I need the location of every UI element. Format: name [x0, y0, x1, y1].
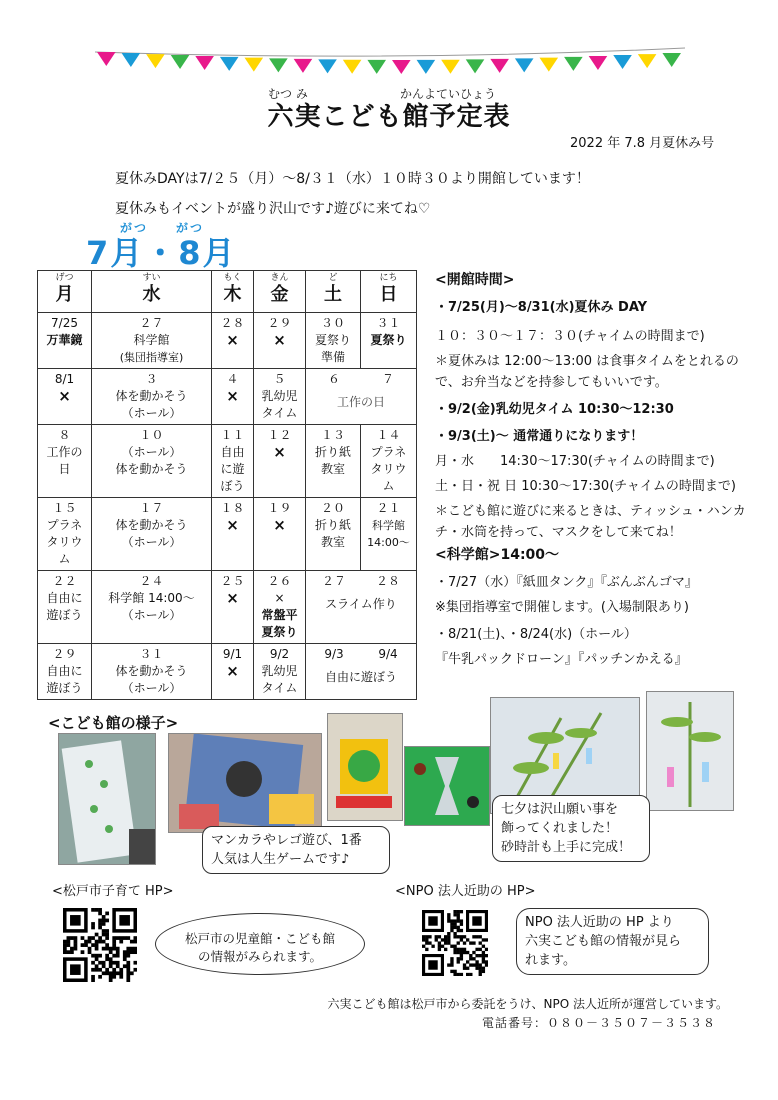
calendar-cell: １８ × [212, 498, 254, 571]
hours-line: 月・水 14:30～17:30(チャイムの時間まで) [435, 454, 715, 469]
science-line: 『牛乳パックドローン』『パッチンかえる』 [435, 652, 688, 667]
bunting-flag [367, 60, 386, 74]
bunting-flag [638, 54, 657, 68]
bunting-flag [343, 60, 362, 74]
intro-line-1: 夏休みDAYは7/２５（月）～8/３１（水）１０時３０より開館しています！ [115, 171, 590, 187]
calendar-cell: ４ × [212, 369, 254, 425]
calendar-cell: ５ 乳幼児 タイム [254, 369, 306, 425]
calendar-cell: ２２ 自由に 遊ぼう [38, 571, 92, 644]
calendar-row [38, 571, 417, 644]
science-line: ・7/27（水）『紙皿タンク』『ぶんぶんゴマ』 [435, 575, 698, 590]
bunting-flag [589, 56, 608, 70]
bunting-flag [245, 58, 264, 72]
science-line: ※集団指導室で開催します。(入場制限あり) [435, 600, 689, 615]
calendar-cell: ２４ 科学館 14:00～ （ホール） [92, 571, 212, 644]
bunting-flag [195, 56, 214, 70]
calendar-cell: ８ 工作の 日 [38, 425, 92, 498]
bunting-flag [392, 60, 411, 74]
calendar-cell: ３１ 夏祭り [361, 313, 417, 369]
calendar-cell: １０ （ホール） 体を動かそう [92, 425, 212, 498]
bunting-flag [97, 52, 116, 66]
qr-code-matsudo[interactable] [63, 908, 137, 982]
calendar-header-row [38, 271, 417, 313]
footer-phone: 電話番号：０８０－３５０７－３５３８ [481, 1016, 716, 1030]
link-bubble-matsudo: 松戸市の児童館・こども館 の情報がみられます。 [155, 913, 365, 975]
photo-sandtimer [404, 746, 490, 826]
calendar-cell: ２８ × [212, 313, 254, 369]
calendar-cell: １２ × [254, 425, 306, 498]
photos-section-title: <こども館の様子> [48, 714, 179, 732]
hours-line: 土・日・祝 日 10:30～17:30(チャイムの時間まで) [435, 479, 736, 494]
bunting-flag [220, 57, 239, 71]
calendar-cell: ３ 体を動かそう （ホール） [92, 369, 212, 425]
calendar-cell: １３ 折り紙 教室 [306, 425, 361, 498]
bunting-flag [515, 58, 534, 72]
bunting-flag [171, 55, 190, 69]
bunting-flag [122, 53, 141, 67]
hours-line: ・9/3(土)～ 通常通りになります！ [435, 429, 644, 444]
hours-note: ＊こども館に遊びに来るときは、ティッシュ・ハンカチ・水筒を持って、マスクをして来てね！ [435, 504, 746, 540]
calendar-cell: １４ プラネ タリウ ム [361, 425, 417, 498]
bunting-flag [662, 53, 681, 67]
info-column [435, 270, 760, 670]
calendar-cell: ３０ 夏祭り 準備 [306, 313, 361, 369]
calendar-cell-weekend: ２７ ２８ スライム作り [306, 571, 417, 644]
calendar-cell: ２９ 自由に 遊ぼう [38, 644, 92, 700]
photo-wishes [646, 691, 734, 811]
bunting-flag [318, 59, 337, 73]
science-title: <科学館>14:00～ [435, 547, 560, 563]
calendar-row [38, 498, 417, 571]
photo-lego [327, 713, 403, 821]
calendar-cell: ２７ 科学館 (集団指導室) [92, 313, 212, 369]
bunting-flag [294, 59, 313, 73]
bunting-decoration [95, 44, 685, 84]
hours-line: ・9/2(金)乳幼児タイム 10:30～12:30 [435, 402, 674, 417]
header-sun: にち 日 [361, 271, 417, 313]
calendar-row [38, 369, 417, 425]
calendar-row [38, 313, 417, 369]
calendar-row [38, 425, 417, 498]
calendar-cell: １５ プラネ タリウ ム [38, 498, 92, 571]
bunting-flag [466, 59, 485, 73]
hours-line: １０：３０～１７：３０(チャイムの時間まで) [435, 329, 705, 344]
header-sat: ど 土 [306, 271, 361, 313]
issue-label: 2022 年 7.8 月夏休み号 [570, 136, 715, 151]
page-title: 六実こども館予定表 [267, 102, 511, 132]
header-fri: きん 金 [254, 271, 306, 313]
photo-mancala [58, 733, 156, 865]
link-label-npo: <NPO 法人近助の HP> [395, 884, 536, 899]
photo-board-game [168, 733, 322, 833]
bunting-flag [490, 59, 509, 73]
science-line: ・8/21(土)、・8/24(水)（ホール） [435, 627, 637, 642]
bunting-flag [564, 57, 583, 71]
calendar-cell: ２６ × 常盤平 夏祭り [254, 571, 306, 644]
header-thu: もく 木 [212, 271, 254, 313]
calendar-cell: 7/25 万華鏡 [38, 313, 92, 369]
header-wed: すい 水 [92, 271, 212, 313]
calendar-cell: 9/2 乳幼児 タイム [254, 644, 306, 700]
hours-note: ＊夏休みは 12:00～13:00 は食事タイムをとれるので、お弁当などを持参してもいいです。 [435, 354, 739, 390]
calendar-cell: １９ × [254, 498, 306, 571]
calendar-cell: 9/1 × [212, 644, 254, 700]
month-title: 7月・8月 [86, 234, 237, 272]
calendar-row [38, 644, 417, 700]
photo-bubble-tanabata: 七夕は沢山願い事を 飾ってくれました！ 砂時計も上手に完成！ [492, 795, 650, 862]
bunting-flag [540, 58, 559, 72]
calendar-cell: １７ 体を動かそう （ホール） [92, 498, 212, 571]
intro-line-2: 夏休みもイベントが盛り沢山です♪遊びに来てね♡ [115, 201, 431, 217]
photo-bubble-games: マンカラやレゴ遊び、1番 人気は人生ゲームです♪ [202, 826, 390, 874]
calendar-cell: ２１ 科学館 14:00～ [361, 498, 417, 571]
calendar-cell: 8/1 × [38, 369, 92, 425]
calendar-cell: ２５ × [212, 571, 254, 644]
calendar-cell: ２９ × [254, 313, 306, 369]
bunting-flag [146, 54, 165, 68]
month-ruby: がつ がつ [120, 221, 205, 235]
header-mon: げつ 月 [38, 271, 92, 313]
calendar-cell: ３１ 体を動かそう （ホール） [92, 644, 212, 700]
qr-code-npo[interactable] [422, 910, 488, 976]
bunting-flag [269, 58, 288, 72]
calendar-cell-weekend: 9/3 9/4 自由に遊ぼう [306, 644, 417, 700]
bunting-flag [613, 55, 632, 69]
calendar-table [37, 270, 417, 700]
link-label-matsudo: <松戸市子育て HP> [52, 884, 174, 899]
calendar-cell: １１ 自由 に遊 ぼう [212, 425, 254, 498]
hours-line: ・7/25(月)～8/31(水)夏休み DAY [435, 300, 648, 315]
calendar-cell: ２０ 折り紙 教室 [306, 498, 361, 571]
footer-operator: 六実こども館は松戸市から委託をうけ、NPO 法人近所が運営しています。 [327, 997, 728, 1011]
calendar-cell-weekend: ６ ７ 工作の日 [306, 369, 417, 425]
hours-title: <開館時間> [435, 272, 515, 288]
bunting-flag [417, 60, 436, 74]
link-bubble-npo: NPO 法人近助の HP より 六実こども館の情報が見ら れます。 [516, 908, 709, 975]
bunting-flag [441, 60, 460, 74]
